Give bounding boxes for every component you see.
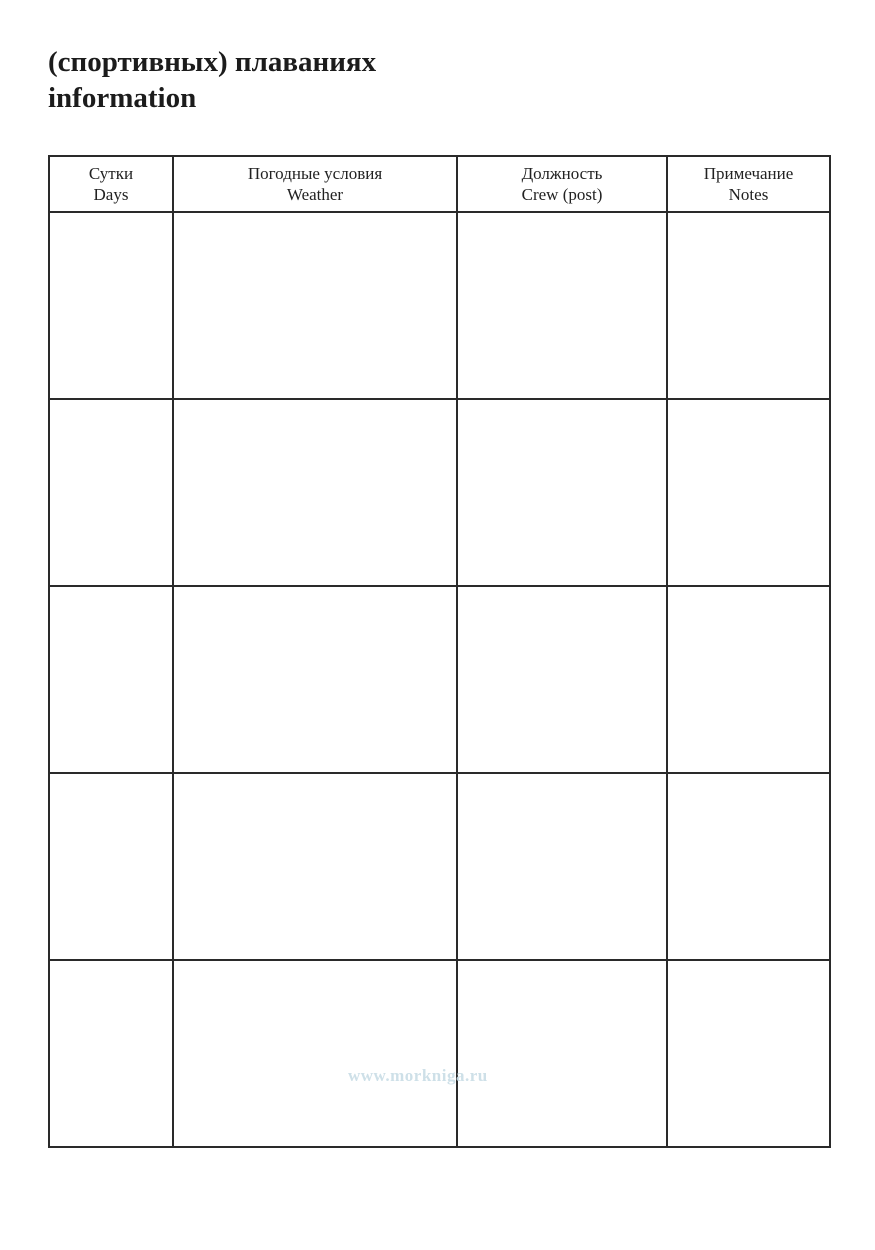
table-row	[49, 586, 830, 773]
heading-line-2: information	[48, 82, 197, 114]
column-header-weather-ru: Погодные условия	[247, 164, 383, 183]
heading-line-1: (спортивных) плаваниях	[48, 46, 377, 78]
crew-cell	[457, 399, 667, 586]
column-header-days	[49, 156, 173, 212]
column-header-crew-ru: Должность	[521, 164, 603, 183]
page-heading	[48, 44, 376, 116]
notes-cell	[667, 773, 830, 960]
column-header-notes-ru: Примечание	[703, 164, 794, 183]
column-header-notes	[667, 156, 830, 212]
column-header-crew	[457, 156, 667, 212]
weather-cell	[173, 399, 457, 586]
table-row	[49, 399, 830, 586]
crew-cell	[457, 212, 667, 399]
days-cell	[49, 212, 173, 399]
days-cell	[49, 773, 173, 960]
column-header-days-en: Days	[93, 185, 129, 204]
crew-cell	[457, 960, 667, 1147]
column-header-days-ru: Сутки	[88, 164, 134, 183]
weather-cell	[173, 960, 457, 1147]
crew-cell	[457, 773, 667, 960]
notes-cell	[667, 212, 830, 399]
crew-cell	[457, 586, 667, 773]
table-body	[49, 212, 830, 1147]
weather-cell	[173, 586, 457, 773]
weather-cell	[173, 773, 457, 960]
days-cell	[49, 586, 173, 773]
table-row	[49, 773, 830, 960]
column-header-crew-en: Crew (post)	[521, 185, 603, 204]
table-row	[49, 212, 830, 399]
column-header-weather-en: Weather	[286, 185, 344, 204]
log-table	[48, 155, 831, 1148]
weather-cell	[173, 212, 457, 399]
watermark: www.morkniga.ru	[348, 1066, 488, 1085]
notes-cell	[667, 586, 830, 773]
days-cell	[49, 960, 173, 1147]
days-cell	[49, 399, 173, 586]
column-header-weather	[173, 156, 457, 212]
notes-cell	[667, 960, 830, 1147]
notes-cell	[667, 399, 830, 586]
table-header-row	[49, 156, 830, 212]
table-row	[49, 960, 830, 1147]
column-header-notes-en: Notes	[728, 185, 769, 204]
